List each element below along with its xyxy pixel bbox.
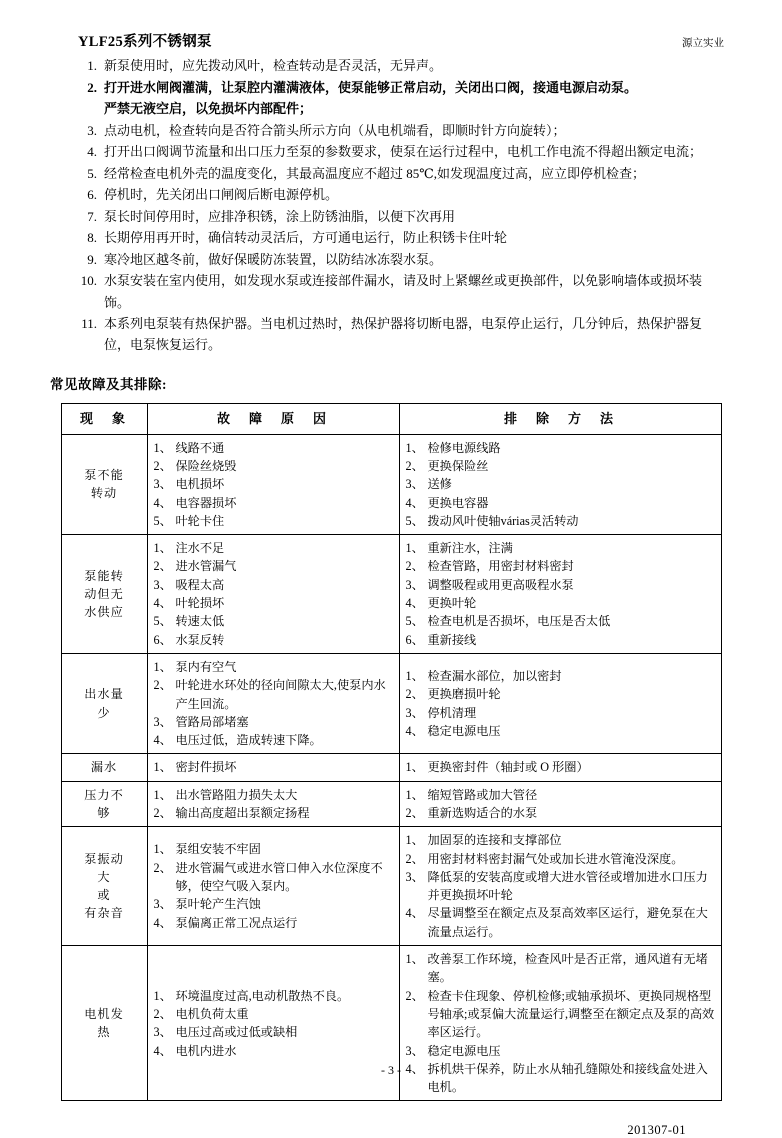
item-number: 4、: [405, 723, 424, 738]
list-item: [154, 658, 393, 676]
item-text: 稳定电源电压: [427, 1043, 501, 1058]
cause-list: [154, 758, 393, 776]
item-text: 线路不通: [175, 440, 225, 455]
item-number: 1、: [405, 833, 424, 848]
item-number: 3、: [405, 869, 424, 884]
list-item: [154, 594, 393, 612]
operation-step: [78, 77, 724, 98]
item-number: 1、: [153, 541, 172, 556]
item-number: 2、: [153, 678, 172, 693]
cell-causes: [147, 434, 399, 534]
item-text: 管路局部堵塞: [175, 714, 249, 729]
item-number: 2、: [153, 559, 172, 574]
section-title-faults: 常见故障及其排除:: [50, 377, 167, 393]
item-text: 叶轮卡住: [175, 513, 225, 528]
item-number: 4、: [153, 915, 172, 930]
list-item: [154, 987, 393, 1005]
list-item: [154, 631, 393, 649]
item-text: 输出高度超出泵额定扬程: [175, 806, 310, 820]
step-text: 停机时，先关闭出口闸阀后断电源停机。: [104, 187, 339, 203]
list-item: [406, 557, 715, 575]
cell-phenomenon: 泵不能 转动: [61, 434, 147, 534]
list-item: [154, 539, 393, 557]
list-item: [154, 840, 393, 858]
cell-phenomenon: 漏水: [61, 754, 147, 781]
cell-causes: [147, 535, 399, 654]
item-text: 停机清理: [427, 705, 477, 720]
item-text: 检查电机是否损坏，电压是否太低: [427, 614, 611, 629]
list-item: [406, 667, 715, 685]
cell-phenomenon: 压力不 够: [61, 781, 147, 827]
item-text: 检查漏水部位，加以密封: [427, 669, 562, 684]
list-item: [154, 576, 393, 594]
item-text: 注水不足: [175, 541, 225, 556]
cell-fixes: [399, 535, 721, 654]
cause-list: [154, 987, 393, 1060]
item-text: 电机内进水: [175, 1043, 237, 1058]
item-number: 1、: [153, 440, 172, 455]
item-number: 3、: [405, 705, 424, 720]
cell-fixes: [399, 653, 721, 753]
fault-table: [61, 403, 722, 1101]
item-text: 拆机烘干保养，防止水从轴孔缝隙处和接线盒处进入电机。: [427, 1061, 708, 1095]
column-header-phenomenon: 现 象: [61, 404, 147, 435]
cause-list: [154, 840, 393, 931]
list-item: [406, 704, 715, 722]
item-number: 4、: [405, 596, 424, 611]
item-number: 1、: [405, 440, 424, 455]
fix-list: [406, 539, 715, 649]
step-number: 5.: [87, 165, 97, 181]
list-item: [154, 612, 393, 630]
item-text: 吸程太高: [175, 577, 225, 592]
item-text: 更换保险丝: [427, 458, 489, 473]
list-item: [406, 758, 715, 776]
item-number: 2、: [405, 458, 424, 473]
column-header-fix: 排 除 方 法: [399, 404, 721, 435]
cell-fixes: [399, 827, 721, 946]
warning-note: [78, 98, 724, 119]
item-number: 4、: [153, 1043, 172, 1058]
company-name: 源立实业: [682, 38, 724, 49]
list-item: [406, 786, 715, 804]
list-item: [406, 612, 715, 630]
item-text: 电机负荷太重: [175, 1006, 249, 1021]
item-text: 重新注水，注满: [427, 541, 513, 556]
step-text: 长期停用再开时，确信转动灵活后，方可通电运行，防止积锈卡住叶轮: [104, 230, 508, 246]
operation-step: [78, 313, 724, 355]
list-item: [406, 850, 715, 868]
item-text: 更换电容器: [427, 495, 489, 510]
item-number: 1、: [153, 842, 172, 857]
table-row: [61, 827, 721, 946]
step-text: 新泵使用时，应先拨动风叶，检查转动是否灵活，无异声。: [104, 58, 443, 73]
item-number: 2、: [153, 860, 172, 875]
step-text: 打开出口阀调节流量和出口压力至泵的参数要求，使泵在运行过程中，电机工作电流不得超出额定电流；: [104, 144, 703, 160]
step-text: 打开进水闸阀灌满，让泵腔内灌满液体，使泵能够正常启动，关闭出口阀，接通电源启动泵。: [104, 79, 638, 95]
item-number: 3、: [405, 1043, 424, 1058]
list-item: [406, 594, 715, 612]
item-text: 电机损坏: [175, 477, 225, 492]
fault-table-head: [61, 404, 721, 435]
item-text: 检修电源线路: [427, 440, 501, 455]
item-text: 电容器损坏: [175, 495, 237, 510]
item-text: 泵内有空气: [175, 659, 237, 674]
item-text: 转速太低: [175, 614, 225, 629]
item-text: 改善泵工作环境，检查风叶是否正常，通风道有无堵塞。: [427, 952, 708, 985]
item-number: 1、: [405, 541, 424, 556]
list-item: [406, 494, 715, 512]
list-item: [406, 1042, 715, 1060]
fix-list: [406, 667, 715, 740]
item-number: 3、: [153, 577, 172, 592]
item-number: 2、: [153, 806, 172, 820]
list-item: [406, 904, 715, 941]
item-number: 6、: [405, 632, 424, 647]
cell-causes: [147, 754, 399, 781]
operation-step: [78, 270, 724, 312]
item-number: 2、: [405, 559, 424, 574]
page-header: [40, 30, 742, 51]
document-code: 201307-01: [627, 1123, 686, 1138]
step-number: 11.: [81, 316, 97, 332]
list-item: [154, 1005, 393, 1023]
item-number: 4、: [153, 495, 172, 510]
item-text: 尽量调整至在额定点及泵高效率区运行，避免泵在大流量点运行。: [427, 906, 708, 939]
item-number: 4、: [405, 495, 424, 510]
item-text: 水泵反转: [175, 632, 225, 647]
list-item: [406, 987, 715, 1042]
item-text: 泵叶轮产生汽蚀: [175, 897, 261, 912]
item-text: 保险丝烧毁: [175, 458, 237, 473]
item-text: 电压过高或过低或缺相: [175, 1025, 298, 1040]
cell-phenomenon: 泵振动 大 或 有杂音: [61, 827, 147, 946]
item-text: 进水管漏气或进水管口伸入水位深度不够，使空气吸入泵内。: [175, 860, 383, 894]
item-number: 2、: [405, 687, 424, 702]
list-item: [406, 950, 715, 987]
item-text: 电压过低，造成转速下降。: [175, 733, 322, 748]
table-row: [61, 535, 721, 654]
item-text: 调整吸程或用更高吸程水泵: [427, 577, 574, 592]
cell-fixes: [399, 781, 721, 827]
item-text: 出水管路阻力损失太大: [175, 787, 298, 802]
step-text: 泵长时间停用时，应排净积锈，涂上防锈油脂，以便下次再用: [104, 208, 456, 224]
list-item: [406, 631, 715, 649]
item-text: 缩短管路或加大管径: [427, 787, 538, 802]
item-text: 重新接线: [427, 632, 477, 647]
page-number: - 3 -: [381, 1063, 401, 1077]
item-number: 1、: [405, 669, 424, 684]
list-item: [154, 895, 393, 913]
cell-fixes: [399, 434, 721, 534]
cause-list: [154, 786, 393, 823]
item-number: 1、: [153, 988, 172, 1003]
cell-fixes: [399, 754, 721, 781]
item-number: 3、: [153, 897, 172, 912]
operation-step: [78, 163, 724, 184]
table-row: [61, 434, 721, 534]
list-item: [154, 713, 393, 731]
list-item: [406, 576, 715, 594]
fault-table-body: [61, 434, 721, 1101]
step-number: 4.: [87, 144, 97, 160]
item-text: 重新选购适合的水泵: [427, 806, 538, 820]
column-header-cause: 故 障 原 因: [147, 404, 399, 435]
item-number: 1、: [153, 760, 172, 775]
item-text: 检查管路，用密封材料密封: [427, 559, 574, 574]
item-number: 3、: [405, 477, 424, 492]
item-text: 更换磨损叶轮: [427, 687, 501, 702]
operation-step: [78, 249, 724, 270]
item-number: 4、: [405, 906, 424, 921]
list-item: [406, 685, 715, 703]
cell-causes: [147, 827, 399, 946]
list-item: [154, 859, 393, 896]
item-number: 3、: [153, 714, 172, 729]
item-number: 4、: [405, 1061, 424, 1076]
item-number: 3、: [153, 1025, 172, 1040]
list-item: [154, 1023, 393, 1041]
item-text: 更换叶轮: [427, 596, 477, 611]
item-number: 5、: [153, 513, 172, 528]
operation-step: [78, 184, 724, 205]
cell-phenomenon: 电机发 热: [61, 946, 147, 1101]
cause-list: [154, 539, 393, 649]
cell-phenomenon: 泵能转 动但无 水供应: [61, 535, 147, 654]
fix-list: [406, 439, 715, 530]
step-number: 3.: [87, 122, 97, 138]
cell-causes: [147, 653, 399, 753]
item-text: 叶轮进水环处的径向间隙太大,使泵内水产生回流。: [175, 678, 386, 711]
list-item: [406, 539, 715, 557]
item-text: 降低泵的安装高度或增大进水管径或增加进水口压力并更换损坏叶轮: [427, 869, 708, 903]
item-text: 泵组安装不牢固: [175, 842, 261, 857]
table-row: [61, 653, 721, 753]
item-number: 1、: [153, 787, 172, 802]
list-item: [406, 475, 715, 493]
document-title: YLF25系列不锈钢泵: [78, 34, 212, 50]
list-item: [406, 512, 715, 530]
list-item: [154, 758, 393, 776]
list-item: [406, 722, 715, 740]
cause-list: [154, 658, 393, 749]
operation-step: [78, 141, 724, 162]
step-text: 经常检查电机外壳的温度变化，其最高温度应不超过 85℃,如发现温度过高，应立即停机检查；: [104, 165, 646, 181]
list-item: [154, 731, 393, 749]
step-number: 7.: [87, 208, 97, 224]
list-item: [154, 676, 393, 713]
operation-step: [78, 206, 724, 227]
list-item: [154, 1042, 393, 1060]
list-item: [154, 475, 393, 493]
item-number: 4、: [153, 733, 172, 748]
item-text: 加固泵的连接和支撑部位: [427, 833, 562, 848]
item-text: 更换密封件（轴封或 O 形圈）: [427, 760, 589, 775]
item-text: 进水管漏气: [175, 559, 237, 574]
item-text: 送修: [427, 477, 452, 492]
step-text: 寒冷地区越冬前，做好保暖防冻装置，以防结冰冻裂水泵。: [104, 251, 443, 267]
item-text: 叶轮损坏: [175, 596, 225, 611]
item-number: 6、: [153, 632, 172, 647]
list-item: [406, 868, 715, 905]
item-number: 5、: [405, 614, 424, 629]
item-number: 2、: [405, 988, 424, 1003]
list-item: [406, 804, 715, 822]
item-number: 1、: [153, 659, 172, 674]
warning-note-text: 严禁无液空启，以免损坏内部配件；: [104, 101, 313, 117]
operation-step: [78, 55, 724, 76]
list-item: [154, 512, 393, 530]
step-number: 6.: [87, 187, 97, 203]
step-text: 本系列电泵装有热保护器。当电机过热时，热保护器将切断电器，电泵停止运行，几分钟后，热保护器复位，电泵恢复运行。: [104, 316, 703, 353]
list-item: [154, 786, 393, 804]
fix-list: [406, 831, 715, 941]
item-number: 2、: [405, 806, 424, 820]
list-item: [154, 494, 393, 512]
list-item: [154, 457, 393, 475]
item-text: 环境温度过高,电动机散热不良。: [175, 988, 350, 1003]
item-text: 用密封材料密封漏气处或加长进水管淹没深度。: [427, 851, 684, 866]
operation-step: [78, 120, 724, 141]
list-item: [154, 557, 393, 575]
list-item: [406, 831, 715, 849]
step-number: 8.: [87, 230, 97, 246]
list-item: [154, 439, 393, 457]
item-text: 稳定电源电压: [427, 723, 501, 738]
item-number: 2、: [153, 458, 172, 473]
item-number: 2、: [153, 1006, 172, 1021]
step-text: 水泵安装在室内使用，如发现水泵或连接部件漏水，请及时上紧螺丝或更换部件，以免影响墙体或损坏装饰。: [104, 273, 703, 310]
item-text: 泵偏离正常工况点运行: [175, 915, 298, 930]
step-number: 10.: [80, 273, 97, 289]
list-item: [154, 804, 393, 822]
list-item: [406, 457, 715, 475]
cause-list: [154, 439, 393, 530]
cell-phenomenon: 出水量 少: [61, 653, 147, 753]
step-text: 点动电机，检查转向是否符合箭头所示方向（从电机端看，即顺时针方向旋转）；: [104, 122, 566, 138]
table-row: [61, 754, 721, 781]
step-number: 2.: [87, 79, 97, 95]
cell-causes: [147, 781, 399, 827]
item-text: 检查卡住现象、停机检修;或轴承损坏、更换同规格型号轴承;或泵偏大流量运行,调整至在额定点及泵的高效率区运行。: [427, 988, 715, 1040]
item-number: 1、: [405, 760, 424, 775]
item-number: 4、: [153, 596, 172, 611]
item-number: 3、: [153, 477, 172, 492]
table-header-row: [61, 404, 721, 435]
fix-list: [406, 758, 715, 776]
item-number: 5、: [153, 614, 172, 629]
item-number: 1、: [405, 952, 424, 967]
item-text: 拨动风叶使轴várias灵活转动: [427, 513, 579, 528]
operation-steps-list: [40, 55, 742, 355]
item-text: 密封件损坏: [175, 760, 237, 775]
step-number: 1.: [87, 58, 97, 73]
table-row: [61, 781, 721, 827]
list-item: [154, 914, 393, 932]
item-number: 2、: [405, 851, 424, 866]
fix-list: [406, 786, 715, 823]
item-number: 5、: [405, 513, 424, 528]
item-number: 1、: [405, 787, 424, 802]
list-item: [406, 439, 715, 457]
step-number: 9.: [87, 251, 97, 267]
item-number: 3、: [405, 577, 424, 592]
operation-step: [78, 227, 724, 248]
